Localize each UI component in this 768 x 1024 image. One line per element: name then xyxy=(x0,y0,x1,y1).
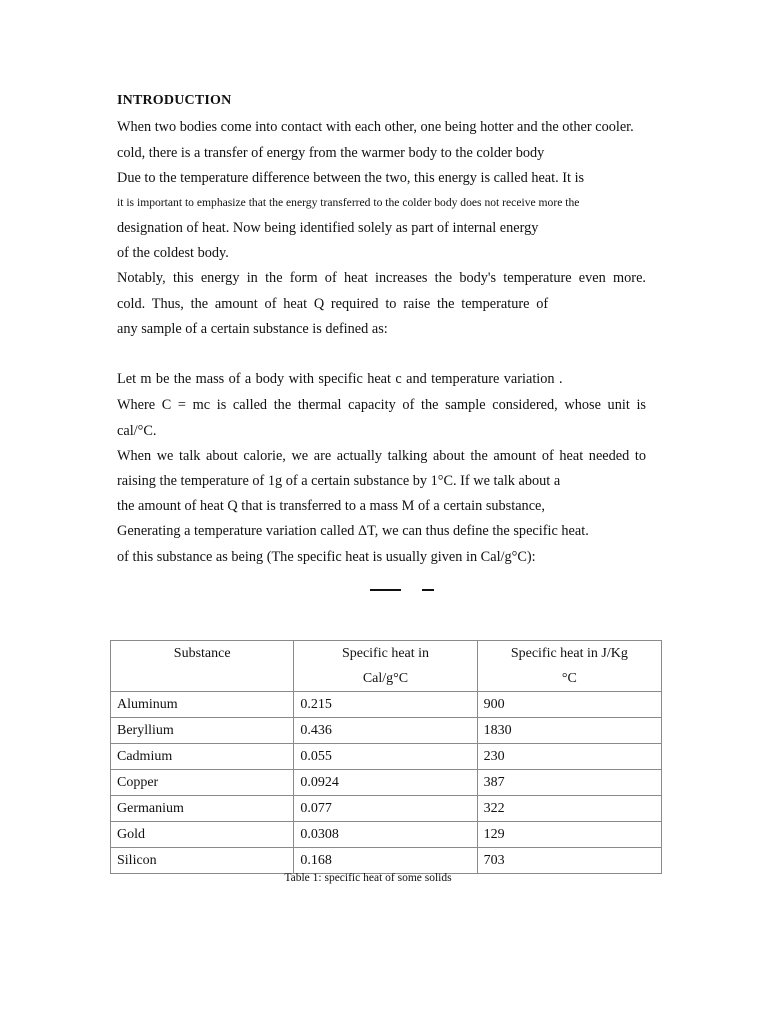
table-row xyxy=(111,848,662,874)
cell-cal: 0.168 xyxy=(294,848,477,874)
cell-substance: Silicon xyxy=(111,848,294,874)
cell-cal: 0.077 xyxy=(294,796,477,822)
body-line-8: of this substance as being (The specific heat is usually given in Cal/g°C): xyxy=(117,549,536,565)
table-header-row xyxy=(111,641,662,692)
section-heading: INTRODUCTION xyxy=(117,93,232,108)
fraction-bar-1 xyxy=(370,589,401,591)
table-caption: Table 1: specific heat of some solids xyxy=(284,872,452,884)
intro-line-6: of the coldest body. xyxy=(117,245,229,261)
cell-substance: Copper xyxy=(111,770,294,796)
cell-substance: Beryllium xyxy=(111,718,294,744)
body-line-2: Where C = mc is called the thermal capacity of the sample considered, whose unit is xyxy=(117,397,646,413)
body-line-7: Generating a temperature variation called ΔT, we can thus define the specific heat. xyxy=(117,523,589,539)
intro-line-5: designation of heat. Now being identified solely as part of internal energy xyxy=(117,220,539,236)
table-row xyxy=(111,718,662,744)
intro-line-4: it is important to emphasize that the energy transferred to the colder body does not receive more the xyxy=(117,196,580,209)
intro-line-7: Notably, this energy in the form of heat increases the body's temperature even more. xyxy=(117,270,646,286)
header-substance: Substance xyxy=(111,641,294,692)
table-row xyxy=(111,822,662,848)
cell-joule: 129 xyxy=(477,822,661,848)
cell-joule: 1830 xyxy=(477,718,661,744)
cell-cal: 0.0308 xyxy=(294,822,477,848)
cell-cal: 0.436 xyxy=(294,718,477,744)
table-row xyxy=(111,744,662,770)
cell-joule: 322 xyxy=(477,796,661,822)
cell-cal: 0.055 xyxy=(294,744,477,770)
specific-heat-table xyxy=(110,640,662,874)
table-row xyxy=(111,796,662,822)
body-line-3: cal/°C. xyxy=(117,423,157,439)
cell-joule: 230 xyxy=(477,744,661,770)
cell-cal: 0.215 xyxy=(294,692,477,718)
cell-substance: Aluminum xyxy=(111,692,294,718)
header-specific-heat-cal: Specific heat in Cal/g°C xyxy=(294,641,477,692)
intro-line-8: cold. Thus, the amount of heat Q required to raise the temperature of xyxy=(117,296,549,312)
cell-joule: 900 xyxy=(477,692,661,718)
body-line-5: raising the temperature of 1g of a certain substance by 1°C. If we talk about a xyxy=(117,473,561,489)
body-line-4: When we talk about calorie, we are actually talking about the amount of heat needed to xyxy=(117,448,646,464)
intro-line-3: Due to the temperature difference between the two, this energy is called heat. It is xyxy=(117,170,585,186)
body-line-1: Let m be the mass of a body with specific heat c and temperature variation . xyxy=(117,371,563,387)
body-line-6: the amount of heat Q that is transferred to a mass M of a certain substance, xyxy=(117,498,545,514)
cell-substance: Cadmium xyxy=(111,744,294,770)
intro-line-2: cold, there is a transfer of energy from the warmer body to the colder body xyxy=(117,145,545,161)
cell-cal: 0.0924 xyxy=(294,770,477,796)
table-row xyxy=(111,692,662,718)
intro-line-9: any sample of a certain substance is defined as: xyxy=(117,321,388,337)
fraction-bar-2 xyxy=(422,589,434,591)
header-specific-heat-j: Specific heat in J/Kg °C xyxy=(477,641,661,692)
cell-substance: Gold xyxy=(111,822,294,848)
cell-joule: 703 xyxy=(477,848,661,874)
intro-line-1: When two bodies come into contact with each other, one being hotter and the other cooler. xyxy=(117,119,634,135)
cell-substance: Germanium xyxy=(111,796,294,822)
cell-joule: 387 xyxy=(477,770,661,796)
table-row xyxy=(111,770,662,796)
